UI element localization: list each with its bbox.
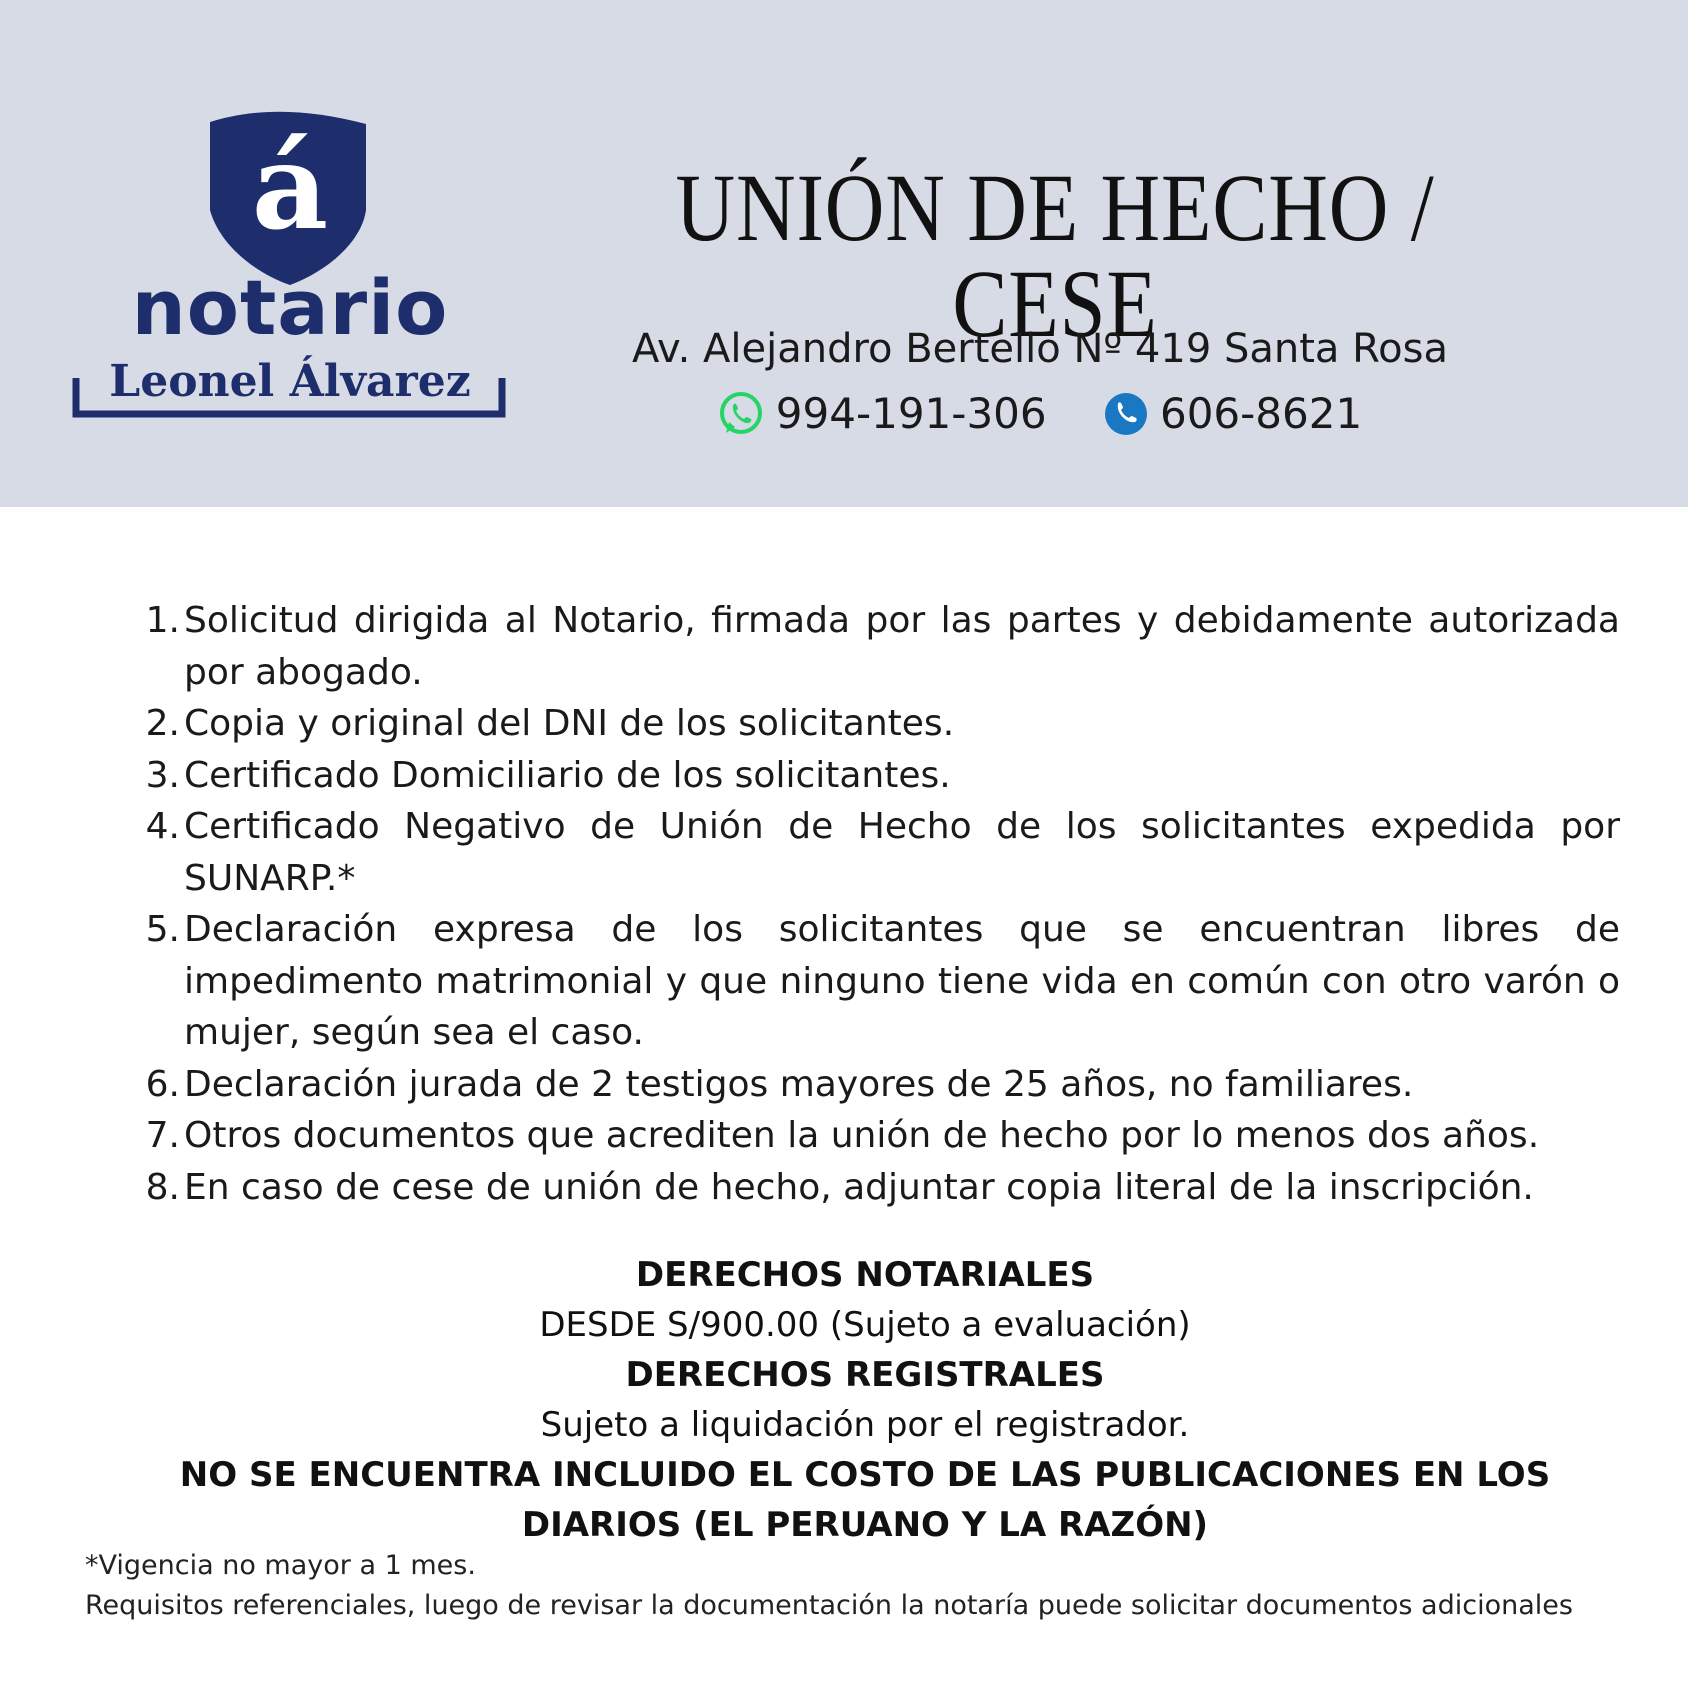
- requirement-text: Declaración expresa de los solicitantes que se encuentran libres de impedimento matrimonial y que ninguno tiene vida en común con otro varón o mujer, según sea el caso.: [184, 909, 1620, 1053]
- requirement-item: [140, 1110, 1620, 1162]
- requirement-text: Copia y original del DNI de los solicitantes.: [184, 703, 955, 744]
- requirement-item: [140, 595, 1620, 698]
- requirement-text: Certificado Domiciliario de los solicitantes.: [184, 754, 951, 796]
- requirement-number: 3.: [145, 754, 180, 796]
- whatsapp-icon: [718, 391, 764, 437]
- notarial-fees-value: DESDE S/900.00 (Sujeto a evaluación): [539, 1305, 1191, 1345]
- whatsapp-number: 994-191-306: [775, 389, 1047, 438]
- requirement-number: 8.: [145, 1166, 180, 1208]
- whatsapp-contact[interactable]: [718, 389, 1047, 438]
- header-banner: [0, 0, 1688, 507]
- validity-note: *Vigencia no mayor a 1 mes.: [85, 1550, 476, 1581]
- requirement-text: Declaración jurada de 2 testigos mayores de 25 años, no familiares.: [184, 1063, 1414, 1105]
- requirement-number: 5.: [145, 909, 180, 950]
- requirement-item: [140, 1059, 1620, 1111]
- registral-fees-heading: DERECHOS REGISTRALES: [625, 1355, 1105, 1395]
- notary-logo: [70, 110, 510, 430]
- contact-phones: [560, 386, 1520, 442]
- requirement-number: 6.: [145, 1063, 180, 1105]
- logo-word: notario: [131, 263, 449, 352]
- requirement-item: [140, 904, 1620, 1059]
- requirement-item: [140, 698, 1620, 750]
- phone-number: 606-8621: [1159, 389, 1363, 438]
- disclaimer-note: Requisitos referenciales, luego de revisar la documentación la notaría puede solicitar documentos adicionales: [85, 1590, 1573, 1621]
- requirement-number: 7.: [145, 1115, 180, 1156]
- phone-contact[interactable]: [1104, 389, 1362, 438]
- publication-cost-warning: NO SE ENCUENTRA INCLUIDO EL COSTO DE LAS PUBLICACIONES EN LOS DIARIOS (EL PERUANO Y LA RAZÓN): [179, 1455, 1551, 1545]
- address: Av. Alejandro Bertello Nº 419 Santa Rosa: [632, 326, 1448, 372]
- phone-icon: [1104, 392, 1148, 436]
- fees-section: [100, 1250, 1630, 1550]
- requirement-text: Otros documentos que acrediten la unión de hecho por lo menos dos años.: [184, 1115, 1540, 1156]
- requirement-text: Solicitud dirigida al Notario, firmada por las partes y debidamente autorizada por abogado.: [184, 600, 1620, 693]
- requirement-text: Certificado Negativo de Unión de Hecho de los solicitantes expedida por SUNARP.*: [184, 806, 1620, 899]
- requirement-item: [140, 750, 1620, 802]
- logo-letter: á: [251, 117, 329, 256]
- requirement-item: [140, 801, 1620, 904]
- notarial-fees-heading: DERECHOS NOTARIALES: [635, 1255, 1095, 1295]
- requirement-item: [140, 1162, 1620, 1214]
- page-title: UNIÓN DE HECHO / CESE: [675, 154, 1435, 357]
- logo-name: Leonel Álvarez: [109, 356, 471, 407]
- requirement-number: 1.: [145, 600, 180, 641]
- requirement-number: 2.: [145, 703, 180, 744]
- requirement-text: En caso de cese de unión de hecho, adjuntar copia literal de la inscripción.: [184, 1166, 1534, 1208]
- requirement-number: 4.: [145, 806, 180, 847]
- footnotes: [85, 1546, 1665, 1626]
- requirements-list: [140, 595, 1620, 1213]
- registral-fees-value: Sujeto a liquidación por el registrador.: [540, 1405, 1190, 1445]
